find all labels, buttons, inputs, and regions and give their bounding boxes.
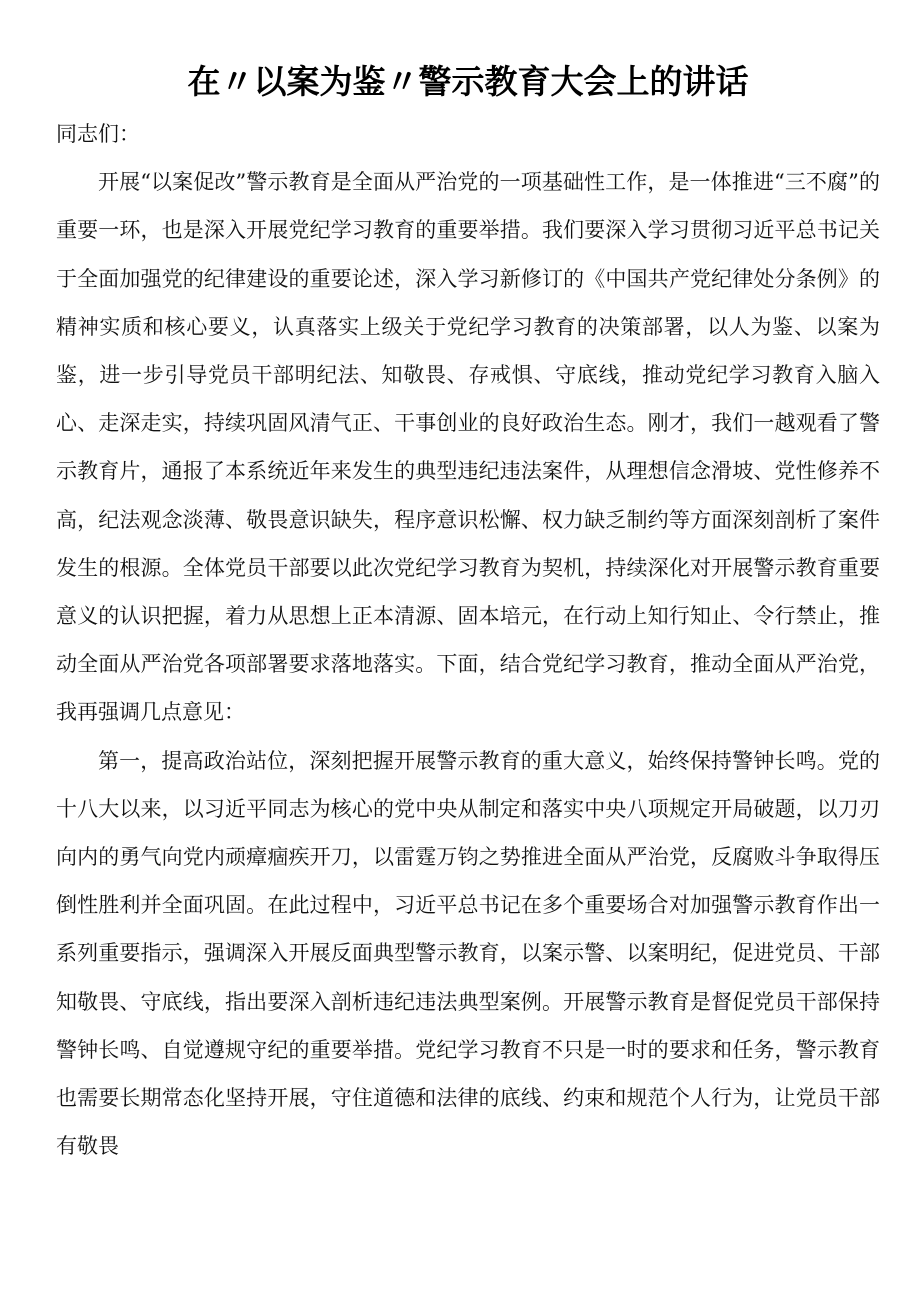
paragraph-point-one: 第一，提高政治站位，深刻把握开展警示教育的重大意义，始终保持警钟长鸣。党的十八大以来，以习近平同志为核心的党中央从制定和落实中央八项规定开局破题，以刀刃向内的勇气向党内顽瘴痼疾开刀，以雷霆万钧之势推进全面从严治党，反腐败斗争取得压倒性胜利并全面巩固。在此过程中，习近平总书记在多个重要场合对加强警示教育作出一系列重要指示，强调深入开展反面典型警示教育，以案示警、以案明纪，促进党员、干部知敬畏、守底线，指出要深入剖析违纪违法典型案例。开展警示教育是督促党员干部保持警钟长鸣、自觉遵规守纪的重要举措。党纪学习教育不只是一时的要求和任务，警示教育也需要长期常态化坚持开展，守住道德和法律的底线、约束和规范个人行为，让党员干部有敬畏: [56, 748, 880, 1159]
document-body: [56, 110, 880, 1170]
paragraph-intro: 开展“以案促改”警示教育是全面从严治党的一项基础性工作，是一体推进“三不腐”的重要一环，也是深入开展党纪学习教育的重要举措。我们要深入学习贯彻习近平总书记关于全面加强党的纪律建设的重要论述，深入学习新修订的《中国共产党纪律处分条例》的精神实质和核心要义，认真落实上级关于党纪学习教育的决策部署，以人为鉴、以案为鉴，进一步引导党员干部明纪法、知敬畏、存戒惧、守底线，推动党纪学习教育入脑入心、走深走实，持续巩固风清气正、干事创业的良好政治生态。刚才，我们一越观看了警示教育片，通报了本系统近年来发生的典型违纪违法案件，从理想信念滑坡、党性修养不高，纪法观念淡薄、敬畏意识缺失，程序意识松懈、权力缺乏制约等方面深刻剖析了案件发生的根源。全体党员干部要以此次党纪学习教育为契机，持续深化对开展警示教育重要意义的认识把握，着力从思想上正本清源、固本培元，在行动上知行知止、令行禁止，推动全面从严治党各项部署要求落地落实。下面，结合党纪学习教育，推动全面从严治党，我再强调几点意见：: [56, 170, 880, 725]
document-title: 在〃以案为鉴〃警示教育大会上的讲话: [187, 62, 749, 101]
salutation: 同志们：: [56, 122, 140, 146]
